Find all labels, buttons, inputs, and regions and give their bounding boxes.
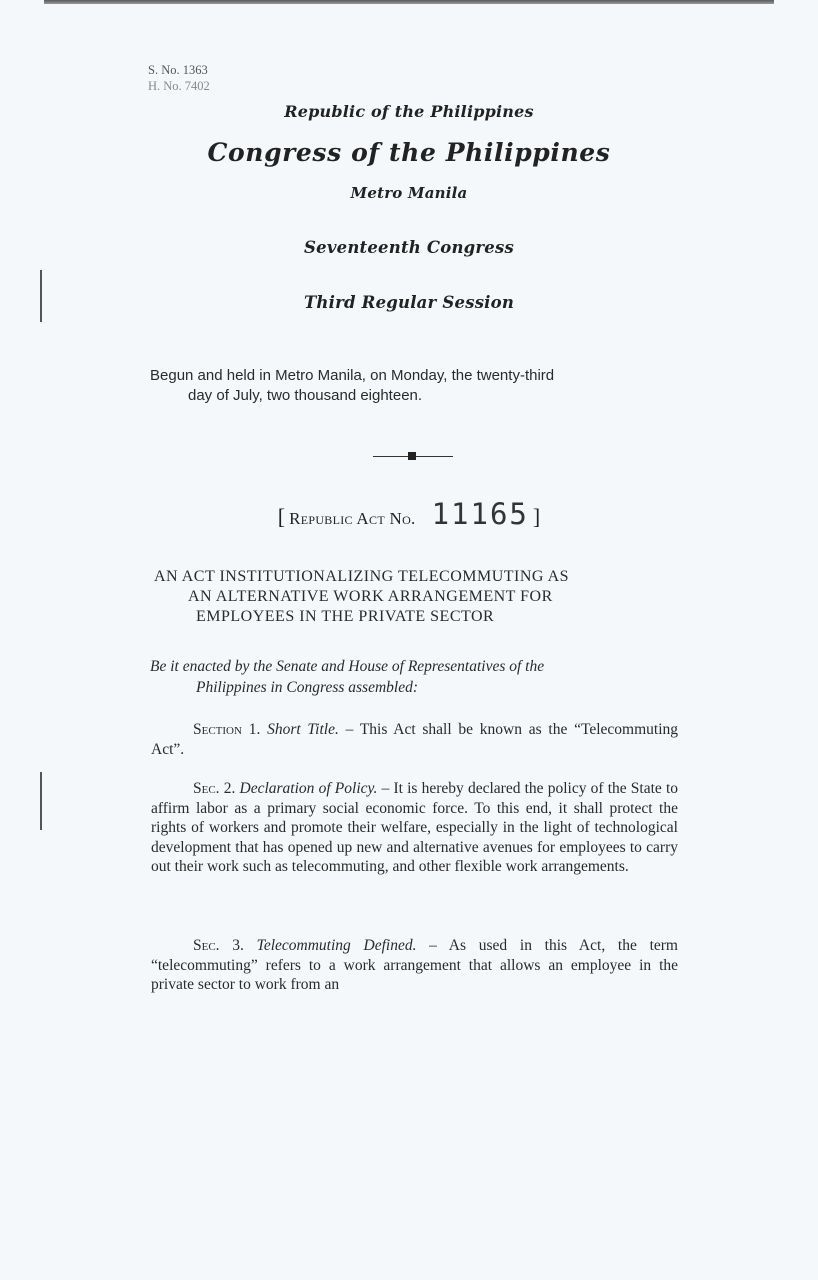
header-place: Metro Manila [350,184,468,202]
header-republic: Republic of the Philippines [284,102,534,121]
act-title-line-3: EMPLOYEES IN THE PRIVATE SECTOR [196,608,495,625]
ra-label: Republic Act No. [289,509,416,528]
act-title-line-2: AN ALTERNATIVE WORK ARRANGEMENT FOR [188,588,553,605]
enacting-clause [150,656,682,698]
ornament-square [408,452,416,460]
section-label: Sec. 2. [193,780,236,797]
section-1 [151,720,678,759]
enacting-line-2: Philippines in Congress assembled: [196,679,419,696]
act-title [152,567,682,627]
section-2 [151,779,678,877]
ra-open-bracket: [ [277,504,286,529]
header-session: Third Regular Session [303,293,515,312]
begun-statement [150,366,690,406]
bill-numbers [148,62,210,94]
senate-bill-number: S. No. 1363 [148,63,208,77]
ra-close-bracket: ] [532,504,541,529]
page-top-edge [44,0,774,4]
enacting-line-1: Be it enacted by the Senate and House of Representatives of the [150,658,545,675]
section-3 [151,936,678,995]
house-bill-number: H. No. 7402 [148,79,210,93]
section-label: Section 1. [193,721,261,738]
begun-line-1: Begun and held in Metro Manila, on Monday, the twenty-third [150,367,555,384]
republic-act-heading [0,497,818,531]
ra-number: 11165 [431,497,529,531]
begun-line-2: day of July, two thousand eighteen. [188,387,423,404]
header-congress-number: Seventeenth Congress [304,238,514,257]
section-body: – It is hereby declared the policy of the State to affirm labor as a primary social economic force. To this end, it shall protect the rights of workers and promote their welfare, especially in the light of technological development that has opened up new and alternative avenues for employees to carry out their work such as telecommuting, and other flexible work arrangements. [151,780,678,875]
section-body: – As used in this Act, the term “telecommuting” refers to a work arrangement that allows an employee in the private sector to work from an [151,937,678,993]
section-label: Sec. 3. [193,937,244,954]
section-heading: Short Title. [267,721,339,738]
section-body: – This Act shall be known as the “Telecommuting Act”. [151,721,679,758]
act-title-line-1: AN ACT INSTITUTIONALIZING TELECOMMUTING AS [154,568,570,585]
header-congress: Congress of the Philippines [207,138,611,167]
section-heading: Declaration of Policy. [239,780,378,797]
section-heading: Telecommuting Defined. [256,937,417,954]
margin-mark [40,772,42,830]
